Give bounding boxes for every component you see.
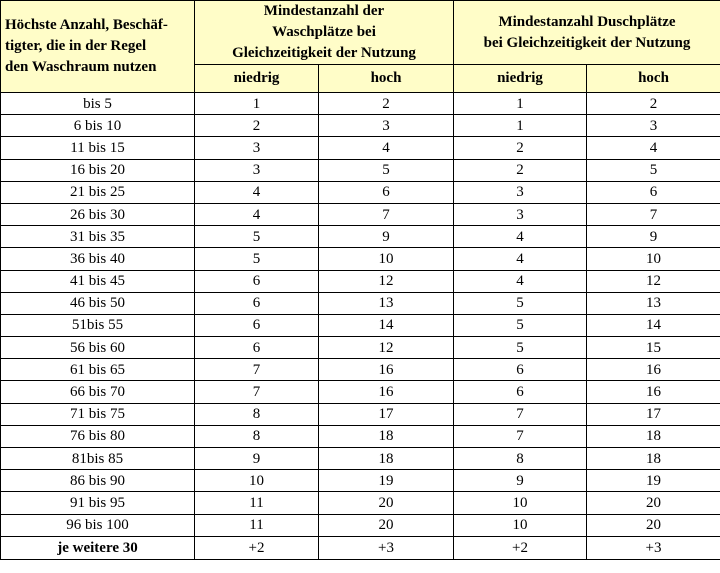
shower-low-cell: 4 [454,226,587,248]
employees-cell: bis 5 [1,93,195,115]
employees-cell: 11 bis 15 [1,137,195,159]
employees-cell: 91 bis 95 [1,492,195,514]
employees-cell: 36 bis 40 [1,248,195,270]
shower-high-cell: 2 [587,93,720,115]
wash-low-cell: 3 [195,159,319,181]
wash-high-cell: 6 [319,181,454,203]
table-row [1,381,720,403]
shower-high-cell: 7 [587,203,720,225]
table-row [1,115,720,137]
employees-cell: 26 bis 30 [1,203,195,225]
wash-high-cell: +3 [319,536,454,559]
employees-cell: 96 bis 100 [1,514,195,536]
wash-high-cell: 20 [319,492,454,514]
table-row [1,93,720,115]
shower-low-cell: 9 [454,470,587,492]
wash-high-cell: 20 [319,514,454,536]
subheader-wash-high: hoch [319,65,454,93]
subheader-shower-low: niedrig [454,65,587,93]
shower-low-cell: +2 [454,536,587,559]
employees-cell: je weitere 30 [1,536,195,559]
table-row [1,359,720,381]
shower-low-cell: 5 [454,337,587,359]
shower-high-cell: 19 [587,470,720,492]
employees-cell: 51bis 55 [1,314,195,336]
table-row [1,248,720,270]
shower-low-cell: 8 [454,448,587,470]
shower-low-cell: 10 [454,492,587,514]
wash-high-cell: 5 [319,159,454,181]
wash-low-cell: 6 [195,337,319,359]
wash-high-cell: 18 [319,425,454,447]
header-wash-places-line-1: Mindestanzahl der [263,3,385,19]
wash-low-cell: 3 [195,137,319,159]
table-row [1,448,720,470]
wash-high-cell: 13 [319,292,454,314]
header-employees-line-2: tigter, die in der Regel [5,38,147,54]
wash-low-cell: 8 [195,425,319,447]
header-shower-places-line-2: bei Gleichzeitigkeit der Nutzung [483,34,691,51]
shower-high-cell: +3 [587,536,720,559]
shower-high-cell: 14 [587,314,720,336]
shower-low-cell: 3 [454,203,587,225]
shower-low-cell: 7 [454,403,587,425]
shower-high-cell: 12 [587,270,720,292]
shower-high-cell: 20 [587,514,720,536]
employees-cell: 86 bis 90 [1,470,195,492]
wash-low-cell: 2 [195,115,319,137]
wash-low-cell: 5 [195,226,319,248]
table-row [1,425,720,447]
wash-high-cell: 14 [319,314,454,336]
shower-low-cell: 2 [454,159,587,181]
shower-high-cell: 9 [587,226,720,248]
table-row [1,470,720,492]
shower-high-cell: 4 [587,137,720,159]
wash-high-cell: 19 [319,470,454,492]
wash-low-cell: 1 [195,93,319,115]
wash-high-cell: 17 [319,403,454,425]
wash-high-cell: 12 [319,337,454,359]
shower-low-cell: 4 [454,270,587,292]
table-row [1,137,720,159]
shower-low-cell: 5 [454,314,587,336]
shower-high-cell: 16 [587,359,720,381]
wash-high-cell: 4 [319,137,454,159]
wash-low-cell: 7 [195,359,319,381]
shower-low-cell: 10 [454,514,587,536]
table-body [1,93,720,560]
header-wash-places [195,1,454,65]
employees-cell: 56 bis 60 [1,337,195,359]
header-wash-places-line-3: Gleichzeitigkeit der Nutzung [232,45,416,61]
employees-cell: 81bis 85 [1,448,195,470]
shower-high-cell: 10 [587,248,720,270]
employees-cell: 6 bis 10 [1,115,195,137]
employees-cell: 41 bis 45 [1,270,195,292]
wash-low-cell: 4 [195,181,319,203]
table-row [1,403,720,425]
wash-high-cell: 2 [319,93,454,115]
shower-low-cell: 2 [454,137,587,159]
shower-low-cell: 6 [454,359,587,381]
wash-low-cell: 5 [195,248,319,270]
header-shower-places [454,1,720,65]
employees-cell: 16 bis 20 [1,159,195,181]
employees-cell: 71 bis 75 [1,403,195,425]
shower-high-cell: 6 [587,181,720,203]
table-row [1,270,720,292]
employees-cell: 76 bis 80 [1,425,195,447]
shower-high-cell: 17 [587,403,720,425]
header-employees-line-3: den Waschraum nutzen [5,59,157,75]
table-row [1,226,720,248]
header-shower-places-line-1: Mindestanzahl Duschplätze [498,13,676,30]
wash-high-cell: 9 [319,226,454,248]
table-row [1,203,720,225]
wash-high-cell: 10 [319,248,454,270]
table-row [1,292,720,314]
shower-high-cell: 18 [587,425,720,447]
table-row [1,337,720,359]
table-row [1,181,720,203]
table-row [1,536,720,559]
wash-low-cell: 10 [195,470,319,492]
wash-high-cell: 16 [319,359,454,381]
table-row [1,159,720,181]
employees-cell: 61 bis 65 [1,359,195,381]
shower-high-cell: 3 [587,115,720,137]
employees-cell: 21 bis 25 [1,181,195,203]
subheader-wash-low: niedrig [195,65,319,93]
employees-cell: 66 bis 70 [1,381,195,403]
shower-low-cell: 1 [454,115,587,137]
shower-high-cell: 5 [587,159,720,181]
header-employees [1,1,195,93]
shower-high-cell: 20 [587,492,720,514]
shower-low-cell: 4 [454,248,587,270]
wash-low-cell: 7 [195,381,319,403]
wash-high-cell: 18 [319,448,454,470]
wash-high-cell: 7 [319,203,454,225]
wash-low-cell: +2 [195,536,319,559]
wash-low-cell: 11 [195,492,319,514]
table-row [1,514,720,536]
shower-low-cell: 7 [454,425,587,447]
shower-low-cell: 6 [454,381,587,403]
wash-low-cell: 6 [195,270,319,292]
shower-high-cell: 18 [587,448,720,470]
shower-low-cell: 3 [454,181,587,203]
wash-high-cell: 3 [319,115,454,137]
employees-cell: 31 bis 35 [1,226,195,248]
wash-high-cell: 12 [319,270,454,292]
header-employees-line-1: Höchste Anzahl, Beschäf- [5,17,168,33]
wash-low-cell: 9 [195,448,319,470]
wash-low-cell: 4 [195,203,319,225]
shower-high-cell: 15 [587,337,720,359]
wash-low-cell: 6 [195,292,319,314]
shower-low-cell: 5 [454,292,587,314]
wash-high-cell: 16 [319,381,454,403]
table-row [1,492,720,514]
subheader-shower-high: hoch [587,65,720,93]
header-wash-places-line-2: Waschplätze bei [272,24,376,40]
shower-high-cell: 13 [587,292,720,314]
wash-low-cell: 6 [195,314,319,336]
shower-high-cell: 16 [587,381,720,403]
employees-cell: 46 bis 50 [1,292,195,314]
shower-low-cell: 1 [454,93,587,115]
wash-low-cell: 11 [195,514,319,536]
wash-low-cell: 8 [195,403,319,425]
table-row [1,314,720,336]
